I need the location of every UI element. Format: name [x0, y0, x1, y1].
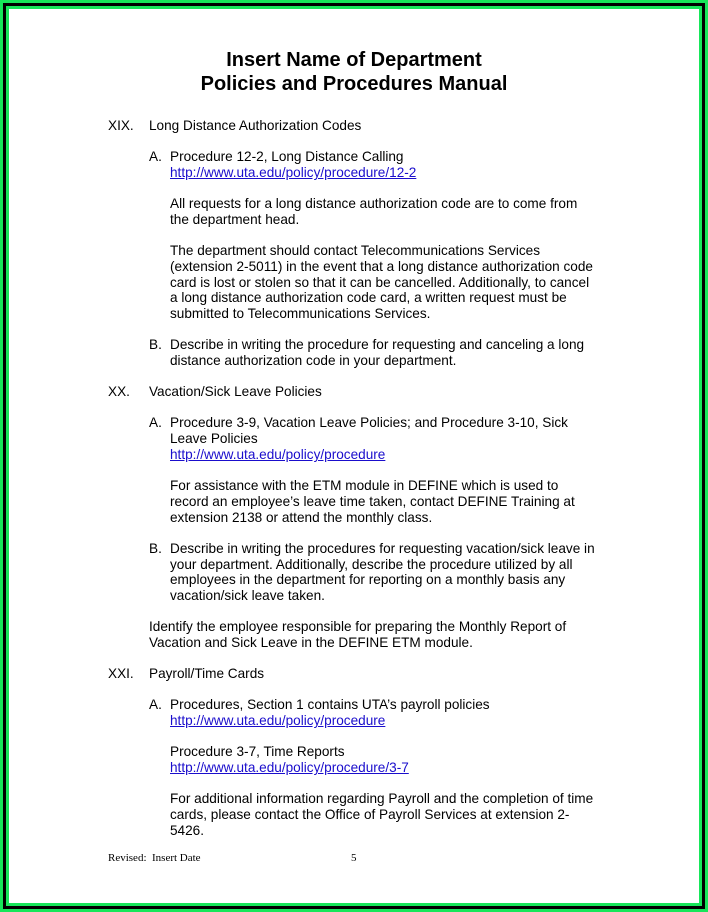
page-title-line1: Insert Name of Department — [226, 49, 482, 71]
section-number: XIX. — [108, 118, 134, 133]
paragraph-line: employees in the department for reporting on a monthly basis any — [170, 572, 566, 587]
paragraph-line: Describe in writing the procedures for requesting vacation/sick leave in — [170, 541, 595, 556]
procedure-link[interactable]: http://www.uta.edu/policy/procedure/12-2 — [170, 165, 417, 180]
paragraph-line: submitted to Telecommunications Services. — [170, 306, 431, 321]
procedure-link[interactable]: http://www.uta.edu/policy/procedure — [170, 713, 386, 728]
item-heading: Procedure 3-9, Vacation Leave Policies; and Procedure 3-10, Sick — [170, 415, 568, 430]
procedure-link[interactable]: http://www.uta.edu/policy/procedure/3-7 — [170, 760, 409, 775]
procedure-link[interactable]: http://www.uta.edu/policy/procedure — [170, 447, 386, 462]
paragraph-line: record an employee’s leave time taken, contact DEFINE Training at — [170, 494, 575, 509]
paragraph-line: (extension 2-5011) in the event that a long distance authorization code — [170, 259, 593, 274]
item-letter: A. — [149, 149, 162, 164]
paragraph-line: Describe in writing the procedure for requesting and canceling a long — [170, 337, 585, 352]
page-title-line2: Policies and Procedures Manual — [200, 73, 508, 95]
paragraph-line: card is lost or stolen so that it can be cancelled. Additionally, to cancel — [170, 275, 590, 290]
paragraph-line: All requests for a long distance authorization code are to come from — [170, 196, 578, 211]
footer-revised: Revised: Insert Date — [108, 852, 201, 864]
paragraph-line: cards, please contact the Office of Payroll Services at extension 2- — [170, 807, 570, 822]
item-letter: A. — [149, 697, 162, 712]
item-letter: B. — [149, 541, 162, 556]
paragraph-line: For additional information regarding Payroll and the completion of time — [170, 791, 594, 806]
item-letter: A. — [149, 415, 162, 430]
paragraph-line: extension 2138 or attend the monthly class. — [170, 510, 433, 525]
item-letter: B. — [149, 337, 162, 352]
paragraph-line: For assistance with the ETM module in DEFINE which is used to — [170, 478, 559, 493]
paragraph-line: 5426. — [170, 823, 205, 838]
paragraph-line: distance authorization code in your department. — [170, 353, 457, 368]
item-heading: Leave Policies — [170, 431, 258, 446]
section-number: XXI. — [108, 666, 134, 681]
section-title: Long Distance Authorization Codes — [149, 118, 362, 133]
paragraph-line: vacation/sick leave taken. — [170, 588, 325, 603]
item-heading: Procedures, Section 1 contains UTA’s payroll policies — [170, 697, 490, 712]
section-title: Payroll/Time Cards — [149, 666, 265, 681]
sub-heading: Procedure 3-7, Time Reports — [170, 744, 345, 759]
paragraph-line: The department should contact Telecommunications Services — [170, 243, 540, 258]
paragraph-line: a long distance authorization code card, a written request must be — [170, 290, 567, 305]
section-title: Vacation/Sick Leave Policies — [149, 384, 322, 399]
section-number: XX. — [108, 384, 130, 399]
paragraph-line: the department head. — [170, 212, 300, 227]
footer-page-number: 5 — [351, 852, 357, 864]
note-line: Vacation and Sick Leave in the DEFINE ETM module. — [149, 635, 473, 650]
item-heading: Procedure 12-2, Long Distance Calling — [170, 149, 404, 164]
note-line: Identify the employee responsible for preparing the Monthly Report of — [149, 619, 567, 634]
paragraph-line: your department. Additionally, describe the procedure utilized by all — [170, 557, 573, 572]
